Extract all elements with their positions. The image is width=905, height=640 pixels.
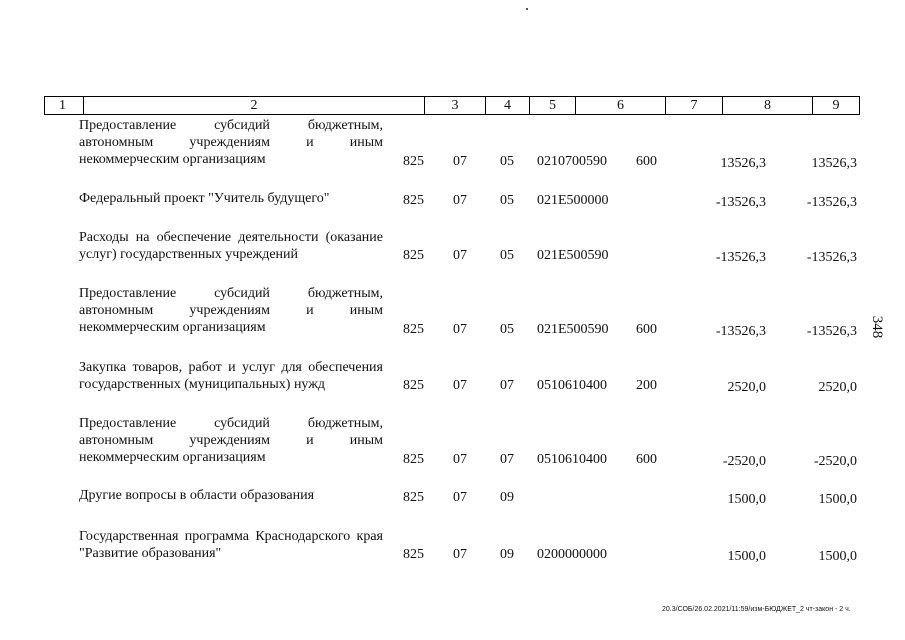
row-cs: 0200000000 [537,547,607,562]
row-name: Расходы на обеспечение деятельности (оказание услуг) государственных учреждений [79,230,383,262]
row-pr: 05 [500,248,514,263]
row-gr: 825 [403,322,424,337]
row-vr: 600 [636,452,657,467]
row-gr: 825 [403,547,424,562]
row-sum-2: 13526,3 [811,156,857,171]
footer-filename: 20.3/СОБ/26.02.2021/11:59/изм-БЮДЖЕТ_2 чт-закон - 2 ч. [662,606,851,613]
row-pr: 05 [500,322,514,337]
header-col-1: 1 [45,97,84,114]
row-rz: 07 [453,547,467,562]
row-gr: 825 [403,452,424,467]
row-pr: 05 [500,154,514,169]
row-sum-2: 1500,0 [818,549,857,564]
page-number: 348 [869,315,885,339]
row-sum-1: -13526,3 [715,195,766,210]
row-sum-2: -2520,0 [813,454,857,469]
row-sum-1: 1500,0 [727,549,766,564]
scan-speck [526,8,528,10]
row-gr: 825 [403,193,424,208]
row-sum-1: 1500,0 [727,492,766,507]
row-cs: 0510610400 [537,378,607,393]
row-pr: 09 [500,490,514,505]
row-pr: 07 [500,452,514,467]
row-sum-1: -13526,3 [715,250,766,265]
row-name: Государственная программа Краснодарского края "Развитие образования" [79,529,383,561]
row-vr: 600 [636,154,657,169]
row-sum-2: 1500,0 [818,492,857,507]
row-pr: 09 [500,547,514,562]
row-name: Предоставление субсидий бюджетным, автономным учреждениям и иным некоммерческим организациям [79,118,383,167]
row-cs: 021E500590 [537,322,609,337]
row-sum-2: 2520,0 [818,380,857,395]
row-rz: 07 [453,452,467,467]
row-gr: 825 [403,378,424,393]
row-rz: 07 [453,154,467,169]
row-name: Закупка товаров, работ и услуг для обеспечения государственных (муниципальных) нужд [79,360,383,392]
row-rz: 07 [453,378,467,393]
row-sum-2: -13526,3 [806,195,857,210]
row-sum-1: -13526,3 [715,324,766,339]
header-col-6: 6 [576,97,666,114]
row-pr: 07 [500,378,514,393]
row-cs: 021E500000 [537,193,609,208]
row-rz: 07 [453,248,467,263]
row-sum-1: -2520,0 [722,454,766,469]
row-name: Федеральный проект "Учитель будущего" [79,191,330,206]
row-sum-2: -13526,3 [806,250,857,265]
row-sum-2: -13526,3 [806,324,857,339]
row-gr: 825 [403,248,424,263]
row-rz: 07 [453,193,467,208]
table-header [44,96,860,115]
row-vr: 200 [636,378,657,393]
row-vr: 600 [636,322,657,337]
header-col-5: 5 [530,97,576,114]
row-rz: 07 [453,490,467,505]
header-col-8: 8 [723,97,813,114]
row-rz: 07 [453,322,467,337]
row-sum-1: 2520,0 [727,380,766,395]
row-cs: 0510610400 [537,452,607,467]
row-cs: 0210700590 [537,154,607,169]
header-col-7: 7 [666,97,723,114]
row-cs: 021E500590 [537,248,609,263]
row-gr: 825 [403,490,424,505]
row-gr: 825 [403,154,424,169]
header-col-2: 2 [84,97,425,114]
header-col-9: 9 [832,98,840,113]
header-col-4: 4 [486,97,530,114]
row-pr: 05 [500,193,514,208]
header-col-3: 3 [425,97,486,114]
row-name: Другие вопросы в области образования [79,488,315,503]
row-name: Предоставление субсидий бюджетным, автономным учреждениям и иным некоммерческим организациям [79,286,383,335]
row-sum-1: 13526,3 [720,156,766,171]
row-name: Предоставление субсидий бюджетным, автономным учреждениям и иным некоммерческим организациям [79,416,383,465]
